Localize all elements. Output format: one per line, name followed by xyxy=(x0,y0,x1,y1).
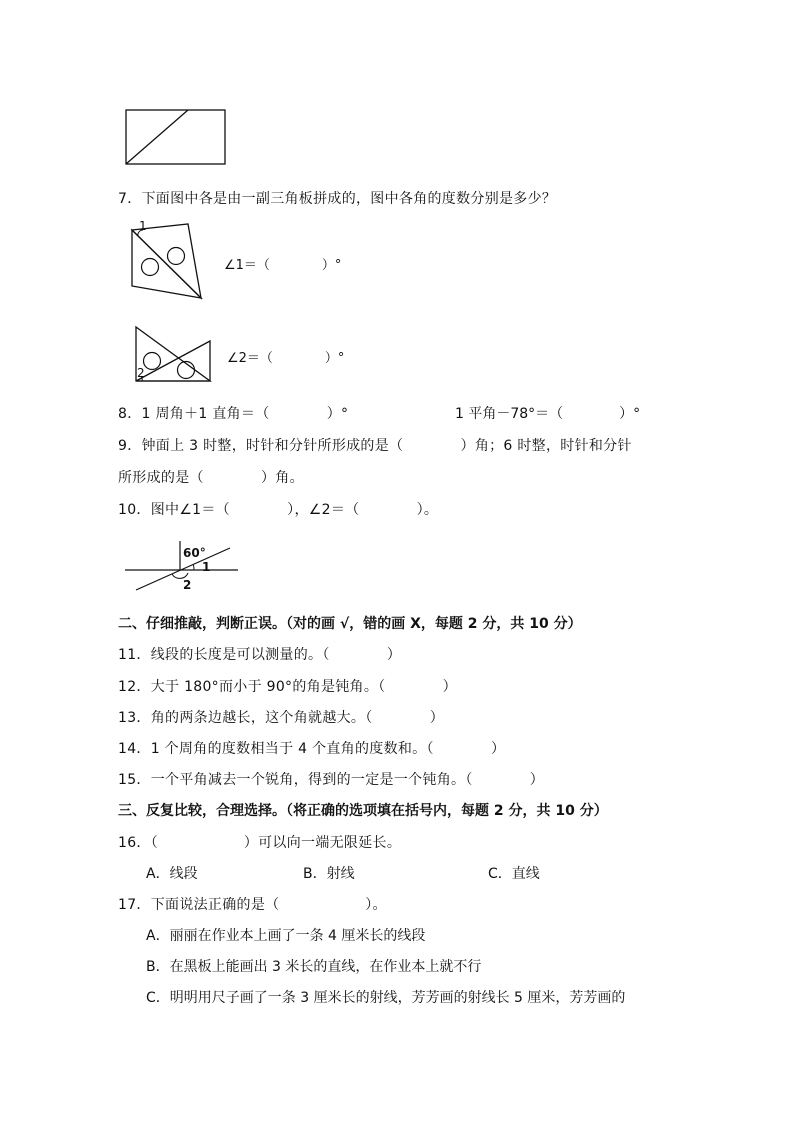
set-square-figure-1 xyxy=(128,222,208,302)
question-8-left: 8．1 周角＋1 直角＝（ ）° xyxy=(118,406,349,422)
question-17-option-b: B．在黑板上能画出 3 米长的直线，在作业本上就不行 xyxy=(146,959,482,975)
figure-angle-60-label: 60° xyxy=(183,546,206,560)
question-16-option-a: A．线段 xyxy=(146,866,198,882)
angle-2-answer: ∠2＝（ ）° xyxy=(227,351,345,366)
figure-1-angle-label: 1 xyxy=(139,219,147,233)
question-17-option-a: A．丽丽在作业本上画了一条 4 厘米长的线段 xyxy=(146,928,426,944)
question-9-line-1: 9．钟面上 3 时整，时针和分针所形成的是（ ）角；6 时整，时针和分针 xyxy=(118,438,632,454)
question-17: 17．下面说法正确的是（ ）。 xyxy=(118,897,387,913)
question-12: 12．大于 180°而小于 90°的角是钝角。（ ） xyxy=(118,679,457,695)
question-16: 16．（ ）可以向一端无限延长。 xyxy=(118,835,402,851)
question-9-line-2: 所形成的是（ ）角。 xyxy=(118,470,304,486)
intersecting-lines-figure xyxy=(124,538,240,594)
question-16-option-c: C．直线 xyxy=(488,866,540,882)
question-14: 14．1 个周角的度数相当于 4 个直角的度数和。（ ） xyxy=(118,741,506,757)
question-10: 10．图中∠1＝（ ），∠2＝（ ）。 xyxy=(118,502,439,518)
question-8-right: 1 平角－78°＝（ ）° xyxy=(455,406,641,422)
question-16-option-b: B．射线 xyxy=(303,866,355,882)
section-3-title: 三、反复比较，合理选择。（将正确的选项填在括号内，每题 2 分，共 10 分） xyxy=(118,803,608,819)
question-7: 7．下面图中各是由一副三角板拼成的，图中各角的度数分别是多少？ xyxy=(118,191,557,207)
rectangle-diagonal-figure xyxy=(124,108,228,168)
figure-2-angle-label: 2 xyxy=(137,366,145,380)
question-15: 15．一个平角减去一个锐角，得到的一定是一个钝角。（ ） xyxy=(118,772,545,788)
figure-angle-2-label: 2 xyxy=(183,578,192,592)
angle-1-answer: ∠1＝（ ）° xyxy=(224,258,342,273)
question-17-option-c: C．明明用尺子画了一条 3 厘米长的射线，芳芳画的射线长 5 厘米，芳芳画的 xyxy=(146,990,626,1006)
section-2-title: 二、仔细推敲，判断正误。（对的画 √，错的画 X，每题 2 分，共 10 分） xyxy=(118,616,582,632)
question-11: 11．线段的长度是可以测量的。（ ） xyxy=(118,647,402,663)
figure-angle-1-label: 1 xyxy=(202,560,211,574)
question-13: 13．角的两条边越长，这个角就越大。（ ） xyxy=(118,710,445,726)
